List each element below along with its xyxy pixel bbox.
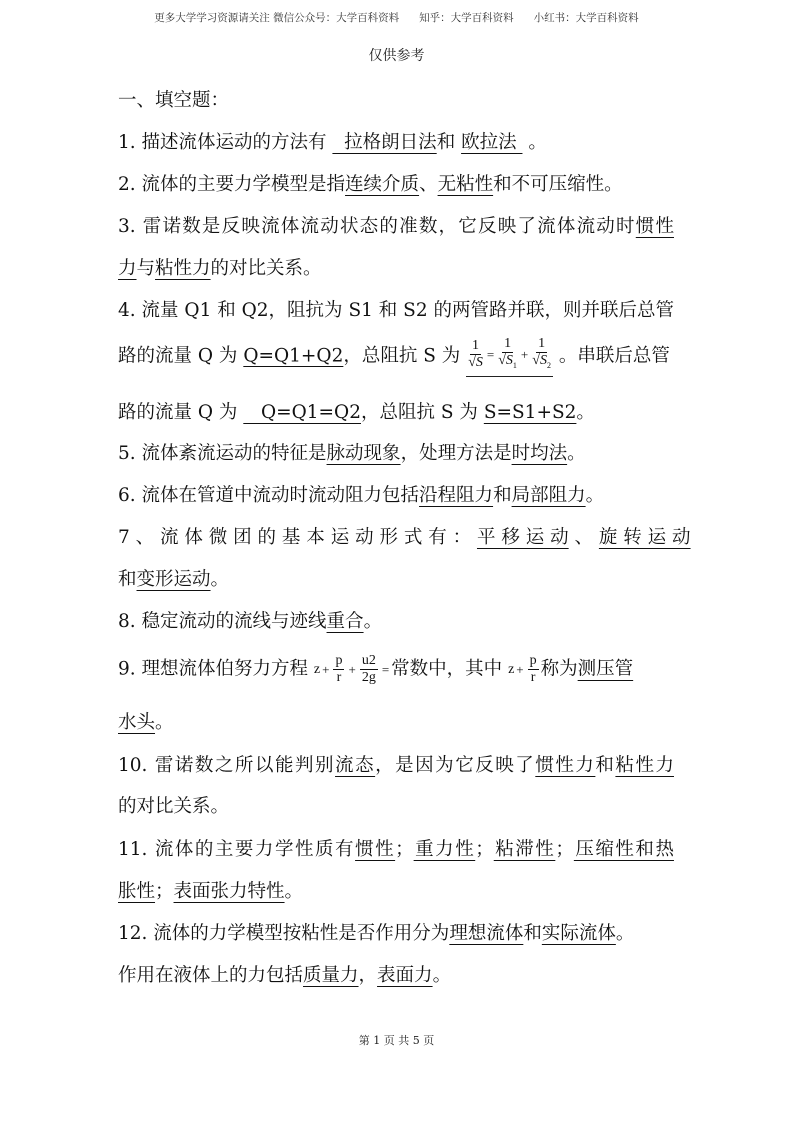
answer-blank: 表面力	[377, 965, 433, 986]
answer-blank: 拉格朗日法	[332, 132, 437, 153]
text-segment: ；	[475, 839, 494, 860]
text-line	[118, 130, 674, 156]
text-line	[118, 567, 674, 593]
answer-blank: 粘性力	[615, 755, 674, 776]
answer-blank: 重合	[326, 611, 364, 632]
subscript: 1	[512, 360, 517, 370]
text-segment: 。	[576, 402, 595, 423]
variable: z	[508, 661, 515, 677]
parallel-resistance-formula	[466, 336, 553, 377]
text-segment: 的对比关系。	[210, 258, 322, 279]
answer-blank: 惯性力	[535, 755, 596, 776]
answer-blank: 惯性	[635, 216, 674, 237]
text-line	[118, 525, 691, 551]
operator: +	[348, 661, 356, 677]
text-segment: ，是因为它反映了	[375, 755, 536, 776]
denominator	[468, 355, 483, 371]
text-segment: 、	[419, 174, 438, 195]
text-segment: 和	[493, 485, 512, 506]
text-segment: 10. 雷诺数之所以能判别	[118, 755, 336, 776]
numerator: 1	[472, 338, 480, 354]
text-line	[118, 837, 674, 863]
denominator: r	[530, 670, 536, 685]
answer-blank: 粘滞性	[493, 839, 556, 860]
text-line	[118, 256, 674, 282]
page-header: 更多大学学习资源请关注 微信公众号：大学百科资料 知乎：大学百科资料 小红书：大学百科资料	[154, 12, 639, 24]
text-segment: ；	[395, 839, 414, 860]
text-segment: 一、填空题：	[118, 90, 230, 111]
text-line	[118, 653, 674, 686]
text-line	[118, 172, 674, 198]
text-segment: 7 、 流 体 微 团 的 基 本 运 动 形 式 有 ：	[118, 527, 477, 548]
text-segment: 作用在液体上的力包括	[118, 965, 304, 986]
operator: +	[520, 346, 529, 362]
text-segment: 。	[585, 485, 605, 506]
text-segment: 常数中，其中	[391, 658, 509, 680]
text-segment: ，	[358, 965, 378, 986]
denominator	[532, 353, 551, 374]
answer-blank: 变形运动	[136, 569, 211, 590]
answer-blank: 旋 转 运 动	[598, 527, 691, 548]
text-segment: 。	[210, 569, 230, 590]
denominator: 2g	[361, 670, 376, 685]
text-segment: 和不可压缩性。	[493, 174, 623, 195]
answer-blank: 无粘性	[437, 174, 494, 195]
text-segment: 8. 稳定流动的流线与迹线	[118, 611, 327, 632]
answer-blank: 质量力	[303, 965, 359, 986]
text-segment: 和	[595, 755, 616, 776]
text-line	[118, 483, 674, 509]
text-segment: 和	[523, 923, 542, 944]
operator: +	[322, 661, 330, 677]
fraction	[468, 338, 483, 371]
text-line	[118, 88, 674, 114]
variable: S	[475, 355, 483, 371]
text-segment: 、	[568, 527, 599, 548]
text-segment: 称为	[540, 658, 578, 680]
text-segment: 和	[118, 569, 137, 590]
sqrt-sign: √	[498, 353, 506, 368]
text-line	[118, 214, 674, 240]
answer-blank: 时均法	[511, 443, 568, 464]
text-segment: 。	[363, 611, 383, 632]
sqrt	[498, 353, 517, 368]
numerator: 1	[504, 336, 512, 351]
text-line	[118, 336, 674, 377]
denominator	[498, 353, 517, 374]
subscript: 2	[546, 360, 551, 370]
variable: S	[539, 353, 547, 368]
answer-blank: 实际流体	[541, 923, 616, 944]
text-line	[118, 298, 674, 324]
text-segment: 5. 流体紊流运动的特征是	[118, 443, 327, 464]
text-segment: 3. 雷诺数是反映流体流动状态的准数，它反映了流体流动时	[118, 216, 636, 237]
answer-blank: 欧拉法	[461, 132, 523, 153]
text-line	[118, 963, 674, 989]
text-segment: 6. 流体在管道中流动时流动阻力包括	[118, 485, 420, 506]
text-segment: 。	[432, 965, 452, 986]
answer-blank: 脉动现象	[326, 443, 401, 464]
bernoulli-formula	[314, 653, 391, 686]
text-segment: 路的流量 Q 为	[118, 402, 244, 423]
fraction	[360, 653, 378, 686]
text-segment: 9. 理想流体伯努力方程	[118, 658, 314, 680]
text-line	[118, 794, 674, 820]
sqrt	[532, 353, 551, 368]
fraction	[333, 653, 344, 686]
text-segment: 4. 流量 Q1 和 Q2，阻抗为 S1 和 S2 的两管路并联，则并联后总管	[118, 300, 674, 321]
text-segment: 和	[436, 132, 462, 153]
answer-blank: Q=Q1+Q2	[243, 345, 344, 367]
answer-blank: 重力性	[413, 839, 476, 860]
text-segment: 2. 流体的主要力学模型是指	[118, 174, 346, 195]
answer-blank: 粘性力	[155, 258, 211, 279]
text-line	[118, 753, 674, 779]
text-line	[118, 441, 674, 467]
text-segment: ；	[155, 881, 174, 902]
variable: S	[505, 353, 513, 368]
numerator: u2	[361, 653, 376, 668]
page-subtitle: 仅供参考	[368, 48, 425, 64]
answer-blank: 水头	[118, 712, 156, 733]
answer-blank: 流态	[335, 755, 376, 776]
sqrt-sign: √	[468, 355, 476, 371]
text-segment: ，处理方法是	[400, 443, 512, 464]
answer-blank: 压缩性和热	[573, 839, 674, 860]
text-segment: 12. 流体的力学模型按粘性是否作用分为	[118, 923, 450, 944]
answer-blank: 力	[118, 258, 137, 279]
sqrt-sign: √	[532, 353, 540, 368]
answer-blank: 局部阻力	[511, 485, 586, 506]
operator: +	[516, 661, 524, 677]
text-line	[118, 879, 674, 905]
answer-blank: Q=Q1=Q2	[243, 402, 361, 423]
answer-blank: 沿程阻力	[419, 485, 494, 506]
operator: =	[381, 661, 390, 677]
text-segment: 与	[136, 258, 156, 279]
numerator: 1	[538, 336, 546, 351]
variable: z	[313, 661, 321, 677]
piezometric-head-formula	[508, 653, 541, 686]
operator: =	[486, 346, 495, 362]
answer-blank: 理想流体	[449, 923, 524, 944]
text-segment: 。串联后总管	[552, 345, 670, 367]
text-segment: 1. 描述流体运动的方法有	[118, 132, 333, 153]
text-segment: ；	[555, 839, 574, 860]
numerator: p	[335, 653, 343, 668]
text-line	[118, 710, 674, 736]
text-line	[118, 921, 674, 947]
page-footer: 第 1 页 共 5 页	[358, 1034, 435, 1047]
denominator: r	[336, 670, 342, 685]
answer-blank: 胀性	[118, 881, 156, 902]
numerator: p	[529, 653, 537, 668]
text-segment: 。	[155, 712, 174, 733]
fraction	[528, 653, 539, 686]
text-line	[118, 400, 674, 426]
text-segment: 路的流量 Q 为	[118, 345, 244, 367]
text-segment: 。	[522, 132, 547, 153]
answer-blank: 连续介质	[345, 174, 420, 195]
sqrt	[468, 355, 483, 370]
answer-blank: 平 移 运 动	[476, 527, 569, 548]
text-segment: 。	[567, 443, 586, 464]
text-segment: 的对比关系。	[118, 796, 230, 817]
answer-blank: 表面张力特性	[173, 881, 285, 902]
text-segment: 11. 流体的主要力学性质有	[118, 839, 356, 860]
text-segment: ，总阻抗 S 为	[361, 402, 484, 423]
answer-blank: S=S1+S2	[483, 402, 577, 423]
fraction	[498, 336, 517, 374]
answer-blank: 惯性	[355, 839, 396, 860]
answer-blank: 测压管	[577, 658, 634, 680]
text-line	[118, 609, 674, 635]
text-segment: 。	[284, 881, 304, 902]
fraction	[532, 336, 551, 374]
text-segment: 。	[615, 923, 635, 944]
text-segment: ，总阻抗 S 为	[343, 345, 467, 367]
